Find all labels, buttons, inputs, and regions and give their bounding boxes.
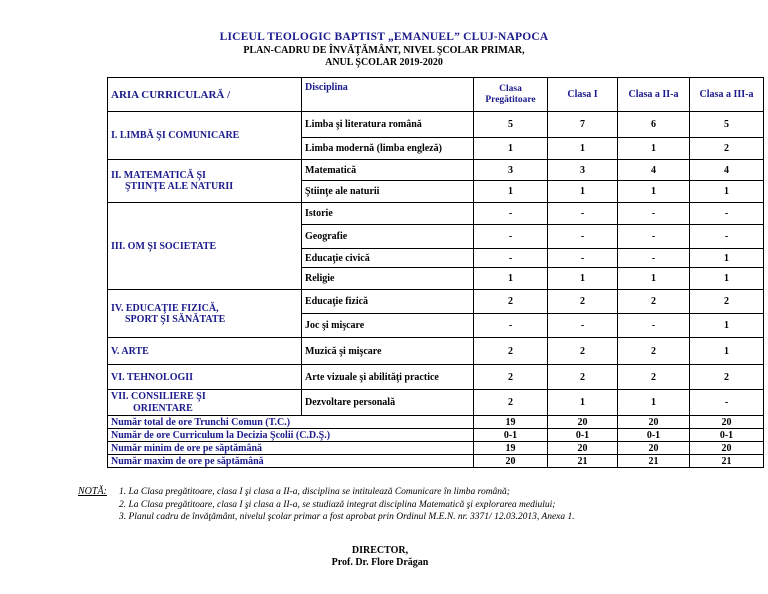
table-row [108,390,764,416]
hours-cell: 2 [618,338,690,365]
area-cell [108,203,302,290]
signature-title: DIRECTOR, [351,545,409,556]
table-row [108,290,764,314]
area-label: IV. EDUCAŢIE FIZICĂ, [111,302,219,314]
hours-cell: - [548,225,618,249]
hours-cell: 2 [690,290,764,314]
area-label: V. ARTE [111,345,149,357]
table-row [108,112,764,138]
footer-value: 20 [474,455,548,468]
school-name: LICEUL TEOLOGIC BAPTIST „EMANUEL” CLUJ-NAPOCA [219,31,549,43]
area-label: VII. CONSILIERE ŞI [111,390,206,402]
area-cell [108,338,302,365]
discipline-cell: Muzică şi mişcare [302,338,474,365]
footer-value: 21 [618,455,690,468]
hours-cell: 1 [548,268,618,290]
hours-cell: 2 [690,365,764,390]
footer-row [108,442,764,455]
signature-name: Prof. Dr. Flore Drăgan [331,557,429,568]
hours-cell: 2 [548,365,618,390]
hours-cell: 1 [690,181,764,203]
note-item: 2. La Clasa pregătitoare, clasa I şi clasa a II-a, se studiază integrat disciplina Matematică şi explorarea mediului; [119,500,556,510]
hours-cell: - [474,314,548,338]
plan-title: PLAN-CADRU DE ÎNVĂŢĂMÂNT, NIVEL ŞCOLAR PRIMAR, [243,45,525,56]
footer-row [108,429,764,442]
footer-value: 20 [618,442,690,455]
discipline-cell: Joc şi mişcare [302,314,474,338]
hours-cell: 1 [474,181,548,203]
hours-cell: 6 [618,112,690,138]
curriculum-table [107,77,764,468]
area-label: III. OM ŞI SOCIETATE [111,240,217,252]
discipline-cell: Limba şi literatura română [302,112,474,138]
footer-value: 21 [548,455,618,468]
col-area-header: ARIA CURRICULARĂ / [108,78,302,112]
hours-cell: 1 [618,390,690,416]
discipline-cell: Ştiinţe ale naturii [302,181,474,203]
discipline-cell: Istorie [302,203,474,225]
footer-value: 0-1 [618,429,690,442]
hours-cell: 1 [690,268,764,290]
area-cell [108,290,302,338]
table-row [108,203,764,225]
col-grade-header: Clasa I [548,78,618,112]
note-item: 3. Planul cadru de învăţământ, nivelul şcolar primar a fost aprobat prin Ordinul M.E.N. nr. 3371/ 12.03.2013, Anexa 1. [119,512,575,522]
discipline-cell: Limba modernă (limba engleză) [302,138,474,160]
discipline-cell: Matematică [302,160,474,181]
footer-value: 0-1 [474,429,548,442]
table-row [108,338,764,365]
discipline-cell: Educaţie fizică [302,290,474,314]
hours-cell: - [618,225,690,249]
area-label: ŞTIINŢE ALE NATURII [125,181,234,192]
hours-cell: 3 [474,160,548,181]
discipline-cell: Educaţie civică [302,249,474,268]
col-grade-header: Clasa Pregătitoare [474,78,548,112]
footer-label: Număr total de ore Trunchi Comun (T.C.) [108,416,474,429]
hours-cell: - [690,390,764,416]
footer-label: Număr de ore Curriculum la Decizia Şcolii (C.D.Ş.) [108,429,474,442]
note-label: NOTĂ: [78,486,107,497]
area-label: SPORT ŞI SĂNĂTATE [125,313,226,325]
hours-cell: 1 [618,268,690,290]
hours-cell: 1 [548,138,618,160]
table-row [108,365,764,390]
hours-cell: - [474,203,548,225]
footer-value: 0-1 [690,429,764,442]
hours-cell: 2 [618,290,690,314]
hours-cell: 2 [548,338,618,365]
hours-cell: - [548,203,618,225]
hours-cell: - [690,203,764,225]
hours-cell: 3 [548,160,618,181]
col-discipline-header: Disciplina [302,78,474,112]
footer-value: 20 [548,442,618,455]
area-cell [108,112,302,160]
hours-cell: 4 [690,160,764,181]
hours-cell: 2 [474,365,548,390]
hours-cell: 2 [618,365,690,390]
footer-label: Număr minim de ore pe săptămână [108,442,474,455]
col-grade-header: Clasa a III-a [690,78,764,112]
hours-cell: 1 [690,338,764,365]
footer-value: 20 [548,416,618,429]
area-label: I. LIMBĂ ŞI COMUNICARE [111,130,240,141]
hours-cell: 1 [690,314,764,338]
hours-cell: 1 [474,138,548,160]
footer-value: 20 [618,416,690,429]
footer-value: 19 [474,416,548,429]
footer-row [108,455,764,468]
footer-value: 21 [690,455,764,468]
discipline-cell: Geografie [302,225,474,249]
hours-cell: - [548,314,618,338]
hours-cell: - [618,314,690,338]
area-cell [108,160,302,203]
hours-cell: 5 [474,112,548,138]
hours-cell: 1 [618,138,690,160]
discipline-cell: Arte vizuale şi abilităţi practice [302,365,474,390]
hours-cell: - [548,249,618,268]
school-year: ANUL ŞCOLAR 2019-2020 [325,57,443,68]
area-cell [108,365,302,390]
hours-cell: - [618,249,690,268]
hours-cell: 2 [474,390,548,416]
footer-label: Număr maxim de ore pe săptămână [108,455,474,468]
footer-value: 19 [474,442,548,455]
header-row [108,78,764,112]
discipline-cell: Dezvoltare personală [302,390,474,416]
hours-cell: 1 [548,181,618,203]
footer-value: 20 [690,442,764,455]
area-cell [108,390,302,416]
hours-cell: 2 [474,290,548,314]
col-grade-header: Clasa a II-a [618,78,690,112]
hours-cell: 1 [474,268,548,290]
area-label: II. MATEMATICĂ ŞI [111,170,206,181]
hours-cell: - [474,249,548,268]
note-item: 1. La Clasa pregătitoare, clasa I şi clasa a II-a, disciplina se intitulează Comunicare în limba română; [119,487,510,497]
hours-cell: 2 [690,138,764,160]
hours-cell: - [474,225,548,249]
table-row [108,160,764,181]
hours-cell: 7 [548,112,618,138]
hours-cell: 1 [548,390,618,416]
hours-cell: 5 [690,112,764,138]
footer-value: 0-1 [548,429,618,442]
area-label: VI. TEHNOLOGII [111,371,194,383]
hours-cell: 1 [690,249,764,268]
discipline-cell: Religie [302,268,474,290]
hours-cell: 2 [548,290,618,314]
hours-cell: - [690,225,764,249]
hours-cell: 4 [618,160,690,181]
footer-row [108,416,764,429]
area-label: ORIENTARE [133,402,193,414]
hours-cell: 1 [618,181,690,203]
hours-cell: 2 [474,338,548,365]
footer-value: 20 [690,416,764,429]
hours-cell: - [618,203,690,225]
